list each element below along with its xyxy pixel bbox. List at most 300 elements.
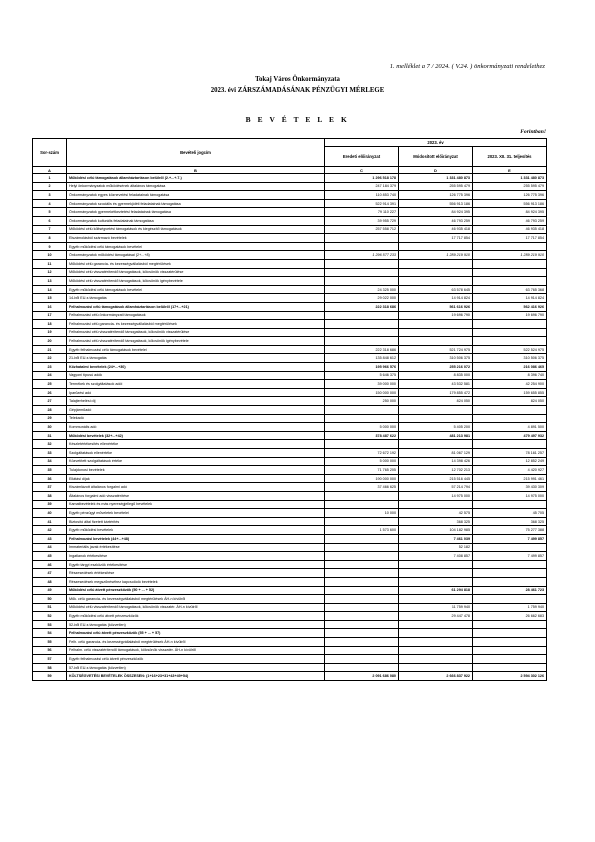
value-actual [473,259,547,268]
row-number: 6 [33,216,67,225]
row-label: Felhalmozási célú önkormányzati támogatások [67,311,325,320]
value-actual: 14 975 000 [473,491,547,500]
table-row [33,414,547,423]
table-row [33,586,547,595]
table-row [33,474,547,483]
value-actual: 1 331 480 873 [473,174,547,183]
row-number: 54 [33,629,67,638]
value-original [325,629,399,638]
value-actual [473,577,547,586]
row-number: 56 [33,646,67,655]
table-row [33,646,547,655]
row-label: Műk. célú garancia- és kezességvállalásból megtérülések ÁH-n kívülről [67,595,325,604]
row-number: 8 [33,234,67,243]
row-number: 53 [33,620,67,629]
table-row [33,577,547,586]
value-modified: 52 182 [399,543,473,552]
value-modified [399,440,473,449]
row-number: 7 [33,225,67,234]
annex-note: 1. melléklet a 7 / 2024. ( V.24. ) önkormányzati rendelethez [389,63,545,70]
table-row [33,302,547,311]
value-original [325,242,399,251]
table-row [33,242,547,251]
table-row [33,397,547,406]
row-label: Önkormányzatok gyermekétkeztetési feladatainak támogatása [67,208,325,217]
row-label: Közhatalmi bevételek (24+...+30) [67,363,325,372]
value-original: 5 646 375 [325,371,399,380]
value-original [325,603,399,612]
row-number: 52 [33,612,67,621]
value-modified: 7 461 039 [399,534,473,543]
value-actual [473,560,547,569]
value-modified: 84 924 395 [399,208,473,217]
row-number: 22 [33,354,67,363]
value-actual [473,655,547,664]
value-original: 10 000 [325,509,399,518]
row-label: Felhalmozási célú támogatások államháztartáson belülről (17+...+21) [67,302,325,311]
value-modified [399,268,473,277]
table-row [33,380,547,389]
value-modified [399,328,473,337]
value-modified: 310 506 375 [399,354,473,363]
value-actual [473,629,547,638]
table-row [33,363,547,372]
row-label: Ellátási díjak [67,474,325,483]
table-row [33,534,547,543]
value-original [325,638,399,647]
value-actual [473,638,547,647]
value-original: 247 184 379 [325,182,399,191]
row-label: Kommunális adó [67,423,325,432]
row-label: Egyéb pénzügyi műveletek bevételei [67,509,325,518]
row-label: Tulajdonosi bevételek [67,466,325,475]
value-original [325,663,399,672]
row-label: Gépjárműadó [67,406,325,415]
value-modified [399,320,473,329]
row-label: Helyi önkormányzatok működésének általános támogatása [67,182,325,191]
value-modified: 368 325 [399,517,473,526]
value-actual: 4 891 500 [473,423,547,432]
table-row [33,655,547,664]
table-row [33,320,547,329]
value-modified [399,414,473,423]
table-row [33,595,547,604]
value-original [325,234,399,243]
value-actual: 824 050 [473,397,547,406]
row-label: Felhalmozási célú visszatérítendő támogatások, kölcsönök igénybevétele [67,337,325,346]
table-row [33,388,547,397]
value-original: 135 848 612 [325,354,399,363]
value-original [325,328,399,337]
row-label: Felhalmozási bevételek (44+...+48) [67,534,325,543]
row-label: Vagyoni típusú adók [67,371,325,380]
letter-d: D [399,167,473,174]
value-modified: 14 975 000 [399,491,473,500]
row-label: Biztosító által fizetett kártérítés [67,517,325,526]
row-number: 23 [33,363,67,372]
value-original: 110 853 740 [325,191,399,200]
value-modified: 561 616 926 [399,302,473,311]
value-original [325,655,399,664]
value-modified: 14 398 426 [399,457,473,466]
value-original: 79 110 227 [325,208,399,217]
table-row [33,182,547,191]
value-modified [399,646,473,655]
row-label: Működési célú garancia- és kezességvállalásból megtérülések [67,259,325,268]
value-original: 150 000 000 [325,388,399,397]
value-modified [399,242,473,251]
value-original [325,491,399,500]
value-modified: 17 717 854 [399,234,473,243]
value-original [325,534,399,543]
value-actual: 84 924 395 [473,208,547,217]
row-number: 44 [33,543,67,552]
value-actual [473,663,547,672]
row-label: Működési célú visszatérítendő támogatások, kölcsönök visszatér. ÁH-n kívülről [67,603,325,612]
table-row [33,629,547,638]
value-modified [399,560,473,569]
row-label: Egyéb felhalmozási célú átvett pénzeszközök [67,655,325,664]
row-label: Iparűzési adó [67,388,325,397]
table-row [33,423,547,432]
table-row [33,337,547,346]
row-number: 10 [33,251,67,260]
row-number: 34 [33,457,67,466]
value-original [325,543,399,552]
row-label: Kiszámlázott általános forgalmi adó [67,483,325,492]
row-number: 19 [33,328,67,337]
value-original: 1 296 577 233 [325,251,399,260]
value-actual: 14 914 824 [473,294,547,303]
value-actual: 46 793 259 [473,216,547,225]
value-modified: 126 775 396 [399,191,473,200]
row-number: 37 [33,483,67,492]
value-actual: 159 655 855 [473,388,547,397]
value-modified: 255 595 479 [399,182,473,191]
row-label: Telekadó [67,414,325,423]
value-original: 39 955 729 [325,216,399,225]
value-modified: 14 914 824 [399,294,473,303]
value-original [325,320,399,329]
value-original [325,337,399,346]
row-number: 41 [33,517,67,526]
row-number: 59 [33,672,67,681]
row-number: 27 [33,397,67,406]
value-actual: 556 913 186 [473,199,547,208]
value-modified: 481 213 981 [399,431,473,440]
value-original: 39 000 000 [325,380,399,389]
row-label: Talajterhelési díj [67,397,325,406]
row-number: 28 [33,406,67,415]
section-title: B E V É T E L E K [245,115,350,124]
table-row [33,663,547,672]
value-actual: 562 416 926 [473,302,547,311]
value-modified: 63 578 645 [399,285,473,294]
value-actual [473,543,547,552]
table-row [33,517,547,526]
value-original: 1 296 518 178 [325,174,399,183]
value-actual: 45 705 [473,509,547,518]
value-actual [473,440,547,449]
value-original: 250 000 [325,397,399,406]
table-row [33,526,547,535]
value-modified [399,569,473,578]
row-number: 15 [33,294,67,303]
value-modified [399,337,473,346]
value-actual: 75 277 388 [473,526,547,535]
value-modified: 46 935 418 [399,225,473,234]
value-modified: 19 696 790 [399,311,473,320]
value-actual [473,328,547,337]
value-modified: 2 666 837 922 [399,672,473,681]
value-actual: 310 506 375 [473,354,547,363]
value-modified: 104 182 985 [399,526,473,535]
value-actual: 479 497 932 [473,431,547,440]
table-row [33,354,547,363]
row-label: 52-ből EU-s támogatás (közvetlen) [67,620,325,629]
value-original [325,414,399,423]
value-modified: 824 050 [399,397,473,406]
value-modified [399,638,473,647]
row-label: Ingatlanok értékesítése [67,552,325,561]
col-header-number: Sor-szám [33,139,67,167]
value-actual [473,337,547,346]
value-modified: 255 216 072 [399,363,473,372]
value-actual: 216 086 465 [473,363,547,372]
value-modified: 179 855 472 [399,388,473,397]
table-row [33,406,547,415]
value-actual [473,595,547,604]
value-actual: 26 662 683 [473,612,547,621]
table-row [33,500,547,509]
value-actual: 215 991 461 [473,474,547,483]
row-number: 42 [33,526,67,535]
table-row [33,285,547,294]
value-original [325,560,399,569]
value-original [325,406,399,415]
row-number: 51 [33,603,67,612]
value-original: 37 466 625 [325,483,399,492]
row-number: 9 [33,242,67,251]
table-row [33,311,547,320]
table-row [33,208,547,217]
table-row [33,509,547,518]
value-modified: 42 575 [399,509,473,518]
value-modified [399,655,473,664]
value-original: 222 318 686 [325,345,399,354]
value-original [325,620,399,629]
value-modified [399,406,473,415]
table-row [33,466,547,475]
value-original [325,586,399,595]
value-actual [473,620,547,629]
row-number: 40 [33,509,67,518]
value-modified [399,577,473,586]
row-label: Termékek és szolgáltatások adói [67,380,325,389]
row-label: Kamatbevételek és más nyereségjellegű bevételek [67,500,325,509]
row-label: Működési célú költségvetési támogatások és kiegészítő támogatások [67,225,325,234]
row-label: Közvetített szolgáltatások értéke [67,457,325,466]
document-title-municipality: Tokaj Város Önkormányzata [255,76,340,83]
value-modified: 61 294 818 [399,586,473,595]
col-header-modified: Módosított előirányzat [399,147,473,167]
letter-c: C [325,167,399,174]
value-actual: 8 396 740 [473,371,547,380]
row-number: 43 [33,534,67,543]
row-number: 48 [33,577,67,586]
value-actual [473,242,547,251]
row-number: 26 [33,388,67,397]
row-label: Általános forgalmi adó visszatérítése [67,491,325,500]
value-original [325,569,399,578]
revenue-table [32,138,547,681]
row-label: Önkormányzatok működési támogatásai (2+...+8) [67,251,325,260]
row-number: 57 [33,655,67,664]
value-actual [473,646,547,655]
value-actual: 368 325 [473,517,547,526]
value-modified [399,259,473,268]
row-number: 46 [33,560,67,569]
table-row [33,216,547,225]
row-label: Egyéb működési célú támogatások bevételei [67,285,325,294]
value-original [325,612,399,621]
table-row [33,174,547,183]
table-row [33,620,547,629]
row-label: 21-ből EU-s támogatás [67,354,325,363]
value-modified: 46 793 259 [399,216,473,225]
value-actual: 7 499 857 [473,534,547,543]
value-modified: 81 067 129 [399,449,473,458]
row-number: 1 [33,174,67,183]
value-original: 222 318 686 [325,302,399,311]
value-modified [399,620,473,629]
value-original: 257 558 712 [325,225,399,234]
row-label: Működési célú visszatérítendő támogatások, kölcsönök visszatérülése [67,268,325,277]
value-actual: 78 161 257 [473,449,547,458]
value-modified: 29 447 478 [399,612,473,621]
row-number: 36 [33,474,67,483]
value-original: 378 487 622 [325,431,399,440]
row-label: Egyéb működési célú támogatások bevételei [67,242,325,251]
value-modified: 12 702 213 [399,466,473,475]
row-number: 38 [33,491,67,500]
row-label: Egyéb működési célú átvett pénzeszközök [67,612,325,621]
table-row [33,612,547,621]
value-actual [473,500,547,509]
value-modified: 1 289 219 910 [399,251,473,260]
row-label: Részesedések értékesítése [67,569,325,578]
row-label: Önkormányzatok kulturális feladatainak támogatása [67,216,325,225]
letter-a: A [33,167,67,174]
value-original: 522 914 391 [325,199,399,208]
value-original: 24 325 000 [325,285,399,294]
value-original [325,259,399,268]
table-row [33,294,547,303]
value-actual: 7 499 857 [473,552,547,561]
value-original [325,440,399,449]
value-actual [473,277,547,286]
row-label: KÖLTSÉGVETÉSI BEVÉTELEK ÖSSZESEN: (1+16+23+31+43+49+54) [67,672,325,681]
row-label: Működési célú támogatások államháztartáson belülről (2.+...+.7.) [67,174,325,183]
letter-e: E [473,167,547,174]
value-original [325,517,399,526]
table-row [33,251,547,260]
value-actual [473,320,547,329]
row-label: Működési bevételek (32+...+42) [67,431,325,440]
value-actual: 522 524 975 [473,345,547,354]
row-number: 18 [33,320,67,329]
row-number: 33 [33,449,67,458]
col-header-label: Bevételi jogcím [67,139,325,167]
table-body [33,174,547,681]
unit-note: Forintban! [520,129,546,135]
row-number: 45 [33,552,67,561]
value-original [325,277,399,286]
row-number: 29 [33,414,67,423]
row-number: 21 [33,345,67,354]
row-label: Felhalmozási célú átvett pénzeszközök (55 + ... + 57) [67,629,325,638]
value-modified [399,629,473,638]
row-number: 2 [33,182,67,191]
row-label: 14-ből EU-s támogatás [67,294,325,303]
row-number: 24 [33,371,67,380]
row-number: 12 [33,268,67,277]
table-row [33,199,547,208]
row-number: 58 [33,663,67,672]
value-actual: 1 289 219 910 [473,251,547,260]
value-modified [399,595,473,604]
row-number: 31 [33,431,67,440]
value-actual: 255 595 479 [473,182,547,191]
value-modified: 7 408 857 [399,552,473,561]
row-number: 47 [33,569,67,578]
row-number: 17 [33,311,67,320]
row-label: Működési célú átvett pénzeszközök (50 + ... + 52) [67,586,325,595]
row-label: Részesedések megszűnéséhez kapcsolódó bevételek [67,577,325,586]
value-original: 29 022 000 [325,294,399,303]
value-original: 190 000 000 [325,474,399,483]
row-label: Önkormányzatok szociális és gyermekjóléti feladatainak támogatása [67,199,325,208]
value-original: 195 966 576 [325,363,399,372]
value-original: 72 672 192 [325,449,399,458]
table-row [33,191,547,200]
table-row [33,345,547,354]
value-original [325,311,399,320]
row-label: Felhalmozási célú garancia- és kezességvállalásból megtérülések [67,320,325,329]
value-original [325,500,399,509]
row-label: Felh. célú garancia- és kezességvállalásból megtérülések ÁH-n kívülről [67,638,325,647]
table-row [33,552,547,561]
value-original [325,268,399,277]
row-label: Egyéb működési bevételek [67,526,325,535]
value-actual [473,268,547,277]
row-label: Immateriális javak értékesítése [67,543,325,552]
row-number: 55 [33,638,67,647]
value-actual: 42 254 900 [473,380,547,389]
value-actual: 12 852 249 [473,457,547,466]
table-row [33,483,547,492]
table-row [33,569,547,578]
row-label: 57-ből EU-s támogatás (közvetlen) [67,663,325,672]
value-original: 71 765 205 [325,466,399,475]
value-modified [399,663,473,672]
table-row [33,431,547,440]
value-modified: 5 405 200 [399,423,473,432]
value-actual: 63 765 368 [473,285,547,294]
value-modified: 215 516 445 [399,474,473,483]
value-modified: 11 759 940 [399,603,473,612]
table-row [33,672,547,681]
